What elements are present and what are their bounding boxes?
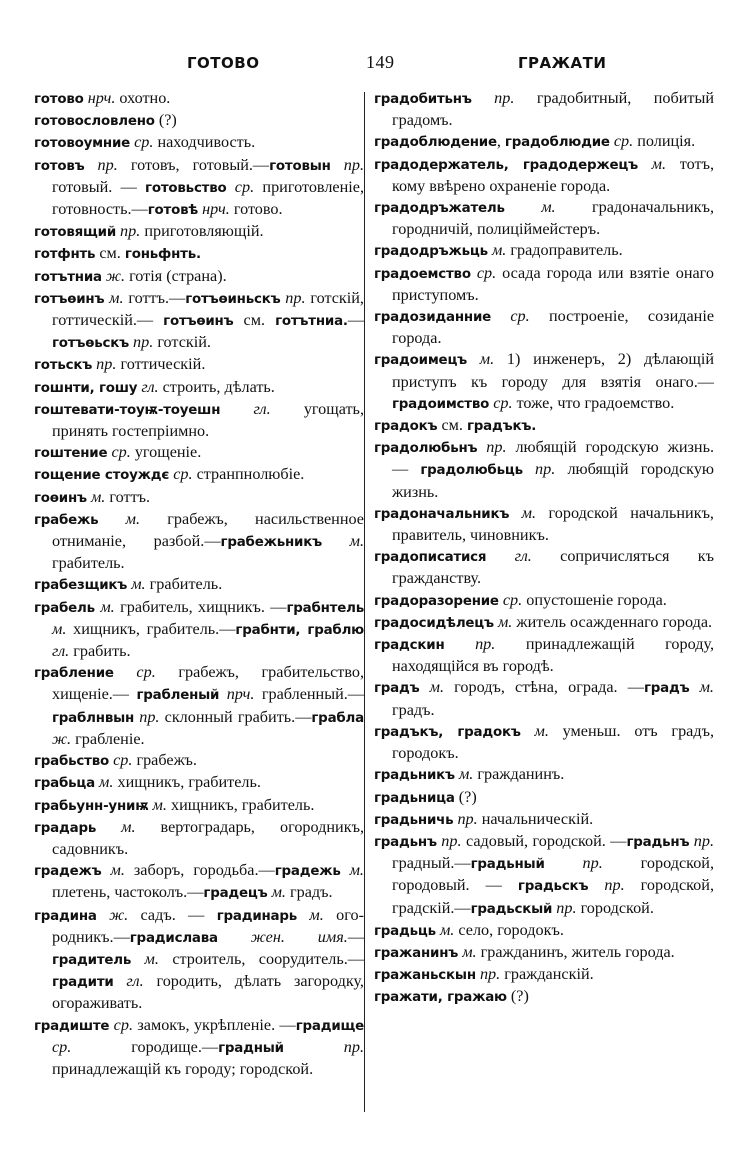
entry-headword: грабежь	[34, 512, 99, 528]
dictionary-entry	[374, 634, 714, 677]
entry-definition: 1) инженеръ, 2) дѣлающій приступъ къ городу для взятія онаго.—	[392, 350, 714, 391]
dictionary-entry	[34, 750, 364, 772]
entry-definition: полиція.	[633, 132, 696, 151]
entry-grammar-label: ж.	[101, 266, 126, 285]
dictionary-entry	[374, 197, 714, 240]
entry-headword: гошнти, гошу	[34, 380, 138, 396]
dictionary-entry	[374, 831, 714, 920]
entry-grammar-label: пр.	[128, 333, 154, 352]
entry-definition: садъ. —	[128, 905, 217, 924]
entry-definition: готовъ, готовый.—	[117, 155, 270, 174]
entry-grammar-label: гл.	[137, 377, 159, 396]
entry-headword: готовъ	[34, 158, 85, 174]
entry-headword: градьскъ	[517, 879, 589, 895]
dictionary-entry	[34, 354, 364, 376]
entry-grammar-label: ср.	[109, 751, 133, 770]
dictionary-entry	[374, 437, 714, 503]
entry-grammar-label: м.	[454, 765, 474, 784]
entry-grammar-label: м.	[104, 288, 124, 307]
entry-definition: грабитель, хищникъ. —	[114, 597, 287, 616]
entry-grammar-label: м.	[637, 154, 667, 173]
dictionary-entry	[34, 1015, 364, 1081]
entry-headword: граблнвын	[52, 710, 135, 726]
entry-definition: грабежъ.	[132, 751, 197, 770]
entry-headword: градьница	[374, 790, 455, 806]
entry-headword: градиште	[34, 1018, 110, 1034]
entry-grammar-label: пр.	[444, 635, 496, 654]
entry-headword: градосидѣлецъ	[374, 615, 494, 631]
entry-definition: приготовляющій.	[140, 222, 264, 241]
dictionary-entry	[34, 377, 364, 399]
dictionary-entry	[374, 920, 714, 942]
entry-headword: грабление	[34, 666, 114, 682]
entry-grammar-label: м.	[52, 619, 67, 638]
entry-grammar-label: м.	[148, 795, 167, 814]
entry-grammar-label: м.	[127, 575, 146, 594]
dictionary-entry	[34, 88, 364, 110]
entry-grammar-label: ср.	[107, 443, 131, 462]
entry-grammar-label: пр.	[477, 438, 507, 457]
entry-definition: гражданинъ, житель города.	[476, 942, 675, 961]
entry-grammar-label: нрч.	[83, 89, 116, 107]
entry-definition: готскій.	[153, 333, 211, 352]
entry-definition: —	[347, 311, 364, 330]
entry-headword: градодръжьць	[374, 244, 488, 260]
dictionary-entry	[374, 263, 714, 306]
entry-grammar-label: пр.	[453, 809, 478, 828]
entry-headword: градолюбьнъ	[374, 441, 478, 457]
entry-headword: готътниа	[34, 269, 102, 285]
entry-definition: гражданинъ.	[473, 765, 565, 784]
entry-headword: готъѳинъ	[163, 314, 234, 330]
entry-definition: гражданскій.	[500, 965, 594, 984]
entry-definition: заборъ, городьба.—	[124, 861, 275, 880]
entry-grammar-label: м.	[458, 942, 477, 961]
entry-grammar-label: пр.	[330, 155, 365, 174]
entry-headword: градислава	[129, 930, 218, 946]
entry-grammar-label: ж.	[96, 905, 129, 924]
entry-definition: тотъ, кому ввѣрено охраненіе города.	[392, 154, 715, 195]
entry-definition: готово.	[229, 200, 283, 219]
entry-definition: огородникъ.—	[52, 905, 364, 946]
column-divider	[364, 92, 365, 1112]
entry-headword: градище	[295, 1018, 365, 1034]
dictionary-entry	[34, 399, 364, 442]
entry-definition: готскій, готтическій.—	[52, 288, 364, 330]
dictionary-entry	[34, 662, 364, 750]
entry-grammar-label: м.	[98, 509, 141, 528]
entry-headword: готътниа.	[275, 314, 348, 330]
entry-grammar-label: м.	[467, 350, 495, 369]
entry-grammar-label: пр.	[544, 854, 603, 873]
entry-headword: градьникъ	[374, 768, 455, 784]
entry-headword: грабежьникъ	[220, 535, 322, 551]
entry-grammar-label: пр.	[116, 222, 141, 241]
entry-definition: село, городокъ.	[454, 920, 564, 939]
dictionary-entry	[34, 155, 364, 222]
entry-definition: см.	[437, 416, 467, 435]
entry-definition: готія (страна).	[125, 266, 227, 285]
entry-headword: градозиданние	[374, 310, 492, 326]
dictionary-entry	[34, 487, 364, 509]
entry-grammar-label: ср.	[169, 465, 193, 484]
dictionary-entry	[34, 442, 364, 464]
entry-grammar-label: ср.	[489, 393, 513, 412]
dictionary-entry	[34, 905, 364, 1015]
entry-grammar-label: гл.	[220, 399, 271, 418]
entry-definition: начальническій.	[477, 809, 594, 828]
entry-definition: городской начальникъ, правитель, чиновникъ.	[392, 503, 714, 545]
entry-headword: градъ	[374, 681, 420, 697]
dictionary-entry	[34, 288, 364, 355]
entry-definition: готтическій.	[116, 355, 206, 374]
entry-definition: охотно.	[115, 89, 171, 107]
entry-grammar-label: м.	[96, 817, 136, 836]
entry-headword: готъѳьскъ	[52, 336, 129, 352]
dictionary-entry	[34, 574, 364, 596]
entry-headword: грабьца	[34, 776, 95, 792]
dictionary-entry	[34, 597, 364, 663]
entry-grammar-label: пр.	[92, 355, 117, 374]
entry-headword: готовѣ	[147, 203, 199, 219]
entry-definition: городской, городовый. —	[392, 854, 714, 895]
entry-grammar-label: м.	[689, 678, 714, 697]
left-column	[34, 88, 364, 1080]
entry-grammar-label: ср.	[52, 1037, 72, 1056]
entry-headword: градодръжатель	[374, 201, 505, 217]
entry-grammar-label: гл.	[486, 547, 532, 566]
dictionary-entry	[374, 88, 714, 131]
entry-grammar-label: м.	[131, 949, 159, 968]
entry-definition: хищникъ, грабитель.	[113, 773, 261, 792]
entry-definition: городской, градскій.—	[392, 876, 714, 917]
dictionary-entry	[374, 240, 714, 262]
entry-definition: приготовленіе, готовность.—	[52, 177, 364, 219]
entry-grammar-label: м.	[95, 773, 114, 792]
entry-definition: любящій городскую жизнь.	[392, 460, 715, 501]
entry-grammar-label: м.	[435, 920, 455, 939]
entry-definition: градъ.	[392, 700, 435, 719]
entry-definition: см.	[95, 244, 125, 263]
entry-headword: градолюбьць	[420, 463, 523, 479]
entry-definition: градоправитель.	[506, 241, 623, 260]
entry-definition: градный.—	[392, 854, 471, 873]
entry-definition: готтъ.	[105, 487, 151, 506]
entry-definition: уменьш. отъ градъ, городокъ.	[392, 721, 714, 763]
entry-headword: готово	[34, 92, 84, 107]
entry-headword: градоблюдие	[504, 135, 610, 151]
entry-grammar-label: м.	[520, 721, 549, 740]
entry-headword: грабезщикъ	[34, 578, 128, 594]
entry-headword: градьнъ	[626, 834, 690, 850]
entry-headword: градъкъ, градокъ	[374, 724, 521, 740]
entry-headword: гражаньскын	[374, 968, 476, 984]
dictionary-entry	[374, 415, 714, 437]
entry-headword: гоньфнть.	[124, 247, 201, 263]
dictionary-entry	[34, 795, 364, 817]
dictionary-entry	[374, 612, 714, 634]
entry-headword: градодержатель, градодержецъ	[374, 157, 638, 173]
entry-definition: хищникъ, грабитель.—	[66, 619, 236, 638]
entry-headword: градный	[218, 1040, 284, 1056]
entry-definition: строитель, соорудитель.—	[158, 949, 364, 968]
entry-definition: строить, дѣлать.	[158, 377, 275, 396]
dictionary-entry	[34, 860, 364, 904]
entry-definition: грабитель.	[52, 554, 125, 573]
entry-headword: гоштение	[34, 446, 108, 462]
entry-headword: грабла	[311, 710, 365, 726]
entry-headword: градъкъ.	[466, 419, 537, 435]
entry-headword: гоштевати-тоуѭ-тоуешн	[34, 402, 221, 418]
entry-definition: грабленіе.	[71, 729, 145, 748]
entry-definition: сопричисляться къ гражданству.	[392, 547, 714, 588]
entry-headword: градити	[52, 975, 114, 991]
entry-headword: градоимство	[392, 396, 490, 412]
entry-definition: принадлежащій городу, находящійся въ городѣ.	[392, 635, 714, 676]
entry-definition: грабленный.—	[254, 685, 364, 704]
entry-grammar-label: м.	[487, 241, 507, 260]
entry-definition: опустошеніе города.	[522, 590, 667, 609]
entry-grammar-label: ср.	[226, 177, 255, 196]
entry-grammar-label: жен. имя.	[217, 927, 348, 946]
dictionary-entry	[374, 942, 714, 964]
entry-headword: готовящий	[34, 225, 116, 241]
entry-definition: градоначальникъ, городничій, полиціймейстеръ.	[392, 198, 714, 239]
running-head-right: ГРАЖАТИ	[518, 54, 607, 72]
dictionary-entry	[374, 154, 714, 197]
dictionary-entry	[374, 677, 714, 720]
entry-headword: готовьство	[145, 180, 227, 196]
entry-definition: плетень, частоколъ.—	[52, 883, 204, 902]
entry-headword: гощение стоуждє	[34, 468, 170, 484]
entry-grammar-label: пр.	[522, 460, 556, 479]
entry-headword: грабленый	[136, 688, 220, 704]
entry-headword: градокъ	[374, 419, 438, 435]
entry-headword: градинарь	[216, 908, 298, 924]
entry-grammar-label: ср.	[491, 307, 530, 326]
entry-headword: гражати, гражаю	[374, 990, 507, 1006]
dictionary-entry	[374, 131, 714, 153]
entry-definition: городище.—	[71, 1037, 219, 1056]
entry-definition: принадлежащій къ городу; городской.	[52, 1059, 314, 1078]
entry-definition: находчивость.	[153, 133, 256, 152]
right-column	[374, 88, 714, 1009]
dictionary-entry	[34, 772, 364, 794]
entry-definition: городъ, стѣна, ограда. —	[444, 678, 644, 697]
entry-headword: градоначальникъ	[374, 506, 510, 522]
entry-grammar-label: м.	[340, 861, 364, 880]
entry-headword: градописатися	[374, 550, 487, 566]
entry-definition: готтъ.—	[123, 288, 186, 307]
entry-grammar-label: ср.	[609, 132, 634, 151]
entry-grammar-label: пр.	[283, 1037, 364, 1056]
running-head-left: ГОТОВО	[187, 54, 260, 72]
entry-headword: градскин	[374, 638, 445, 654]
entry-definition: угощать, принять гостепріимно.	[52, 399, 364, 441]
entry-definition: садовый, городской. —	[461, 831, 627, 850]
entry-definition: любящій городскую жизнь. —	[392, 438, 715, 479]
dictionary-entry	[374, 503, 714, 546]
entry-definition: грабить.	[69, 642, 131, 661]
entry-grammar-label: пр.	[280, 288, 306, 307]
entry-definition: построеніе, созиданіе города.	[392, 307, 714, 348]
entry-headword: гражанинъ	[374, 945, 459, 961]
dictionary-entry	[34, 464, 364, 486]
entry-definition: склонный грабить.—	[159, 707, 312, 726]
entry-headword: градецъ	[203, 886, 268, 902]
entry-headword: грабнти, граблю	[235, 622, 364, 638]
entry-definition: —	[347, 927, 364, 946]
entry-headword: грабель	[34, 600, 95, 616]
dictionary-entry	[34, 221, 364, 243]
dictionary-entry	[34, 110, 364, 132]
entry-definition: угощеніе.	[130, 443, 202, 462]
entry-headword: градоимецъ	[374, 353, 468, 369]
entry-grammar-label: ср.	[113, 663, 156, 682]
page-number: 149	[366, 52, 395, 72]
entry-grammar-label: пр.	[471, 89, 515, 107]
dictionary-entry	[374, 721, 714, 764]
entry-headword: грабьунн-униѭ	[34, 798, 149, 814]
entry-headword: градъ	[643, 681, 690, 697]
entry-definition: городить, дѣлать загородку, огораживать.	[52, 972, 364, 1013]
entry-grammar-label: пр.	[588, 876, 625, 895]
dictionary-entry	[374, 349, 714, 415]
entry-grammar-label: прч.	[219, 685, 255, 704]
entry-grammar-label: пр.	[552, 898, 577, 917]
entry-grammar-label: м.	[267, 883, 286, 902]
entry-grammar-label: м.	[101, 861, 125, 880]
entry-headword: градежъ	[34, 864, 102, 880]
entry-headword: градьскый	[470, 901, 553, 917]
entry-headword: градина	[34, 908, 97, 924]
dictionary-entry	[374, 809, 714, 831]
entry-definition: грабитель.	[145, 575, 223, 594]
entry-grammar-label: м.	[297, 905, 324, 924]
entry-grammar-label: пр.	[475, 965, 501, 984]
dictionary-entry	[34, 266, 364, 288]
entry-headword: градоразорение	[374, 593, 499, 609]
entry-grammar-label: м.	[94, 597, 115, 616]
entry-headword: градьць	[374, 923, 436, 939]
dictionary-entry	[34, 132, 364, 154]
dictionary-entry	[374, 787, 714, 809]
entry-grammar-label: м.	[321, 532, 364, 551]
entry-definition: замокъ, укрѣпленіе. —	[133, 1015, 296, 1034]
entry-definition: грабежъ, насильственное отниманіе, разбой.—	[52, 509, 364, 551]
entry-headword: градьный	[470, 857, 545, 873]
entry-headword: готовословлено	[34, 114, 155, 130]
entry-grammar-label: пр.	[689, 831, 715, 850]
entry-grammar-label: м.	[86, 487, 106, 506]
entry-grammar-label: м.	[504, 198, 556, 217]
entry-grammar-label: гл.	[52, 642, 70, 661]
entry-headword: готовын	[269, 158, 331, 174]
entry-headword: грабьство	[34, 754, 110, 770]
entry-grammar-label: гл.	[113, 972, 144, 991]
entry-grammar-label: м.	[493, 612, 513, 631]
entry-headword: грабнтель	[286, 600, 364, 616]
entry-grammar-label: ср.	[498, 590, 523, 609]
entry-grammar-label: ср.	[130, 133, 154, 152]
entry-definition: городской.	[576, 898, 654, 917]
entry-headword: готьскъ	[34, 358, 93, 374]
entry-grammar-label: ж.	[52, 729, 72, 748]
entry-grammar-label: пр.	[134, 707, 160, 726]
entry-headword: градобитьнъ	[374, 92, 472, 107]
entry-headword: градьничь	[374, 812, 454, 828]
entry-definition: (?)	[454, 787, 477, 806]
entry-grammar-label: м.	[419, 678, 445, 697]
entry-headword: градежь	[274, 864, 341, 880]
entry-grammar-label: пр.	[436, 831, 462, 850]
entry-headword: градоемство	[374, 266, 471, 282]
dictionary-entry	[374, 590, 714, 612]
entry-headword: готъѳинъ	[34, 291, 105, 307]
entry-definition: странпнолюбіе.	[192, 465, 305, 484]
entry-definition: градъ.	[285, 883, 333, 902]
entry-headword: готъѳиньскъ	[185, 291, 281, 307]
entry-definition: (?)	[154, 111, 177, 130]
dictionary-entry	[374, 546, 714, 589]
entry-definition: осада города или взятіе онаго приступомъ.	[392, 263, 715, 304]
entry-definition: вертоградарь, огородникъ, садовникъ.	[52, 817, 364, 858]
entry-definition: ,	[496, 132, 505, 151]
entry-grammar-label: м.	[509, 503, 537, 522]
entry-headword: градарь	[34, 820, 97, 836]
entry-grammar-label: пр.	[84, 155, 118, 174]
entry-headword: градоблюдение	[374, 135, 497, 151]
dictionary-entry	[374, 306, 714, 349]
entry-definition: градобитный, побитый градомъ.	[392, 89, 714, 130]
entry-headword: готфнть	[34, 247, 96, 263]
entry-definition: житель осажденнаго города.	[512, 612, 713, 631]
entry-grammar-label: нрч.	[198, 200, 230, 219]
entry-definition: готовый. —	[52, 177, 146, 196]
dictionary-entry	[374, 764, 714, 786]
dictionary-entry	[374, 986, 714, 1008]
entry-definition: тоже, что градоемство.	[512, 393, 675, 412]
entry-headword: готовоумние	[34, 136, 131, 152]
dictionary-entry	[34, 509, 364, 575]
dictionary-entry	[374, 964, 714, 986]
entry-headword: градитель	[52, 952, 132, 968]
dictionary-entry	[34, 243, 364, 265]
dictionary-entry	[34, 817, 364, 860]
entry-headword: градьнъ	[374, 834, 437, 850]
entry-definition: хищникъ, грабитель.	[166, 795, 315, 814]
entry-headword: гоѳинъ	[34, 490, 87, 506]
entry-definition: см.	[233, 311, 276, 330]
entry-definition: (?)	[506, 987, 529, 1006]
entry-grammar-label: ср.	[470, 263, 497, 282]
entry-definition: грабежъ, грабительство, хищеніе.—	[52, 663, 365, 704]
entry-grammar-label: ср.	[109, 1015, 133, 1034]
